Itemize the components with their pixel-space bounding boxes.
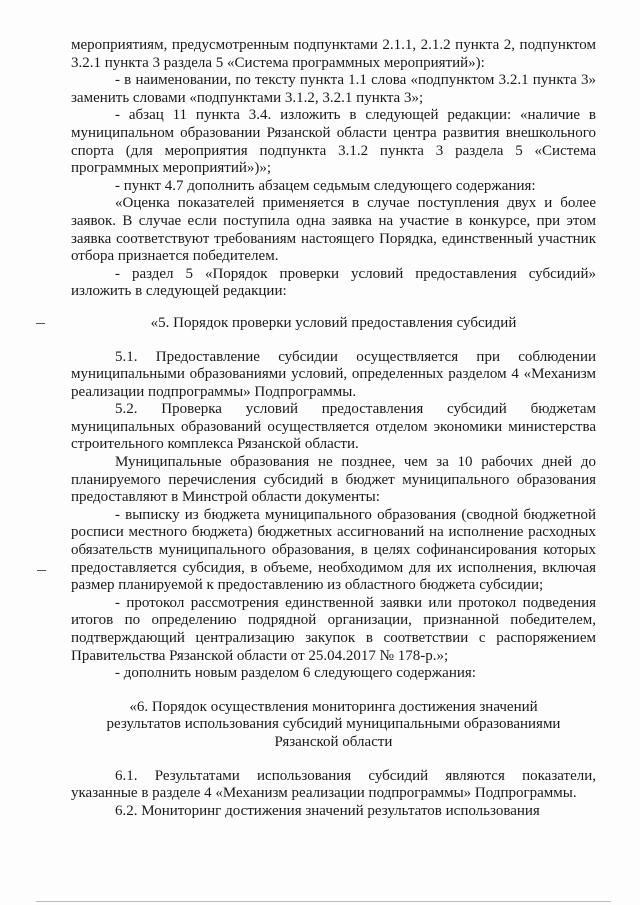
paragraph: - протокол рассмотрения единственной заявки или протокол подведения итогов по определению подрядной организации, признанной победителем, подтверждающий централизацию закупок в соответствии с распоряжением Правительства Рязанской области от 25.04.2017 № 178-р.»;	[71, 594, 596, 664]
paragraph: 5.2. Проверка условий предоставления субсидий бюджетам муниципальных образований осуществляется отделом экономики министерства строительного комплекса Рязанской области.	[71, 401, 596, 453]
paragraph: - выписку из бюджета муниципального образования (сводной бюджетной росписи местного бюджета) бюджетных ассигнований на исполнение расходных обязательств муниципального образования, в целях софинансирования которых предоставляется субсидия, в объеме, необходимом для их исполнения, включая размер планируемой к предоставлению из областного бюджета субсидии;	[71, 506, 596, 594]
paragraph: мероприятиям, предусмотренным подпунктами 2.1.1, 2.1.2 пункта 2, подпунктом 3.2.1 пункта 3 раздела 5 «Система программных мероприятий»):	[71, 37, 596, 71]
paragraph: 6.2. Мониторинг достижения значений результатов использования	[115, 802, 540, 819]
paragraph: 5.1. Предоставление субсидии осуществляется при соблюдении муниципальными образованиями условий, определенных разделом 4 «Механизм реализации подпрограммы» Подпрограммы.	[71, 348, 596, 400]
paragraph: «Оценка показателей применяется в случае поступления двух и более заявок. В случае если поступила одна заявка на участие в конкурсе, при этом заявка соответствуют требованиям настоящего Порядка, единственный участник отбора признается победителем.	[71, 195, 596, 265]
margin-mark-bottom	[37, 570, 46, 571]
paragraph: - абзац 11 пункта 3.4. изложить в следующей редакции: «наличие в муниципальном образовании Рязанской области центра развития внешкольного спорта (для мероприятия подпункта 3.1.2 пункта 3 раздела 5 «Система программных мероприятий»)»;	[71, 107, 596, 177]
paragraph: - пункт 4.7 дополнить абзацем седьмым следующего содержания:	[115, 177, 536, 194]
paragraph: - дополнить новым разделом 6 следующего содержания:	[115, 665, 476, 682]
section-6-heading-line: Рязанской области	[274, 733, 393, 750]
section-6-heading-line: результатов использования субсидий муниципальными образованиями	[106, 716, 561, 733]
page-bottom-edge	[36, 901, 611, 902]
paragraph: - раздел 5 «Порядок проверки условий предоставления субсидий» изложить в следующей редакции:	[71, 265, 596, 300]
paragraph: 6.1. Результатами использования субсидий являются показатели, указанные в разделе 4 «Механизм реализации подпрограммы» Подпрограммы.	[71, 767, 596, 802]
paragraph: - в наименовании, по тексту пункта 1.1 слова «подпунктом 3.2.1 пункта 3» заменить словами «подпунктами 3.1.2, 3.2.1 пункта 3»;	[71, 72, 596, 106]
paragraph: Муниципальные образования не позднее, чем за 10 рабочих дней до планируемого перечисления субсидий в бюджет муниципального образования предоставляют в Минстрой области документы:	[71, 454, 596, 506]
section-5-heading: «5. Порядок проверки условий предоставления субсидий	[150, 314, 517, 331]
margin-mark-top	[36, 323, 45, 324]
section-6-heading-line: «6. Порядок осуществления мониторинга достижения значений	[129, 698, 538, 715]
section-6-heading	[71, 699, 596, 752]
document-body	[71, 37, 596, 820]
